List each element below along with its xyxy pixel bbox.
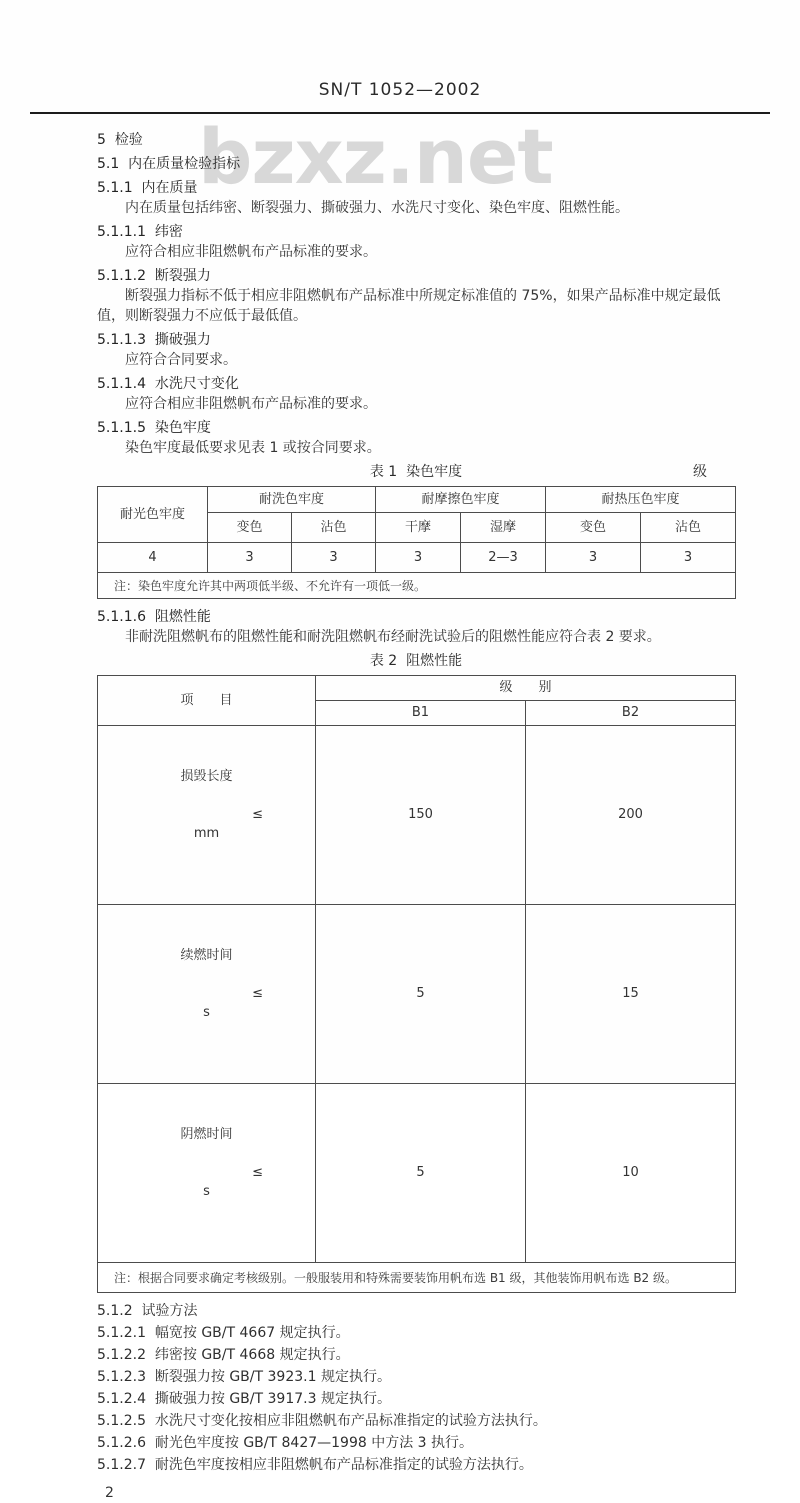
table-value-cell: 15 <box>526 905 736 1084</box>
paragraph: 内在质量包括纬密、断裂强力、撕破强力、水洗尺寸变化、染色牢度、阻燃性能。 <box>125 200 629 216</box>
table-header-cell: 变色 <box>208 513 292 543</box>
table-value-cell: 5 <box>316 905 526 1084</box>
table-header-cell: 变色 <box>546 513 641 543</box>
table-item-cell <box>98 1084 316 1263</box>
table-value-cell: 200 <box>526 726 736 905</box>
table-value-cell: 3 <box>546 543 641 573</box>
standard-code: SN/T 1052—2002 <box>318 80 482 100</box>
table-header-cell: 干摩 <box>376 513 461 543</box>
section-heading: 5.1.1.4 水洗尺寸变化 <box>97 376 239 392</box>
table-value-cell: 3 <box>208 543 292 573</box>
table-header-cell: B2 <box>526 701 736 726</box>
method-item: 5.1.2.2 纬密按 GB/T 4668 规定执行。 <box>97 1347 350 1363</box>
item-unit: mm <box>193 826 220 841</box>
method-item: 5.1.2.3 断裂强力按 GB/T 3923.1 规定执行。 <box>97 1369 391 1385</box>
table-header-cell: 耐光色牢度 <box>98 487 208 543</box>
table-header-cell: 级 别 <box>316 676 736 701</box>
table-value-cell: 150 <box>316 726 526 905</box>
table2-caption: 表 2 阻燃性能 <box>369 653 463 669</box>
method-item: 5.1.2.7 耐洗色牢度按相应非阻燃帆布产品标准指定的试验方法执行。 <box>97 1457 533 1473</box>
item-unit: s <box>203 1184 210 1199</box>
less-equal-symbol: ≤ <box>252 807 263 822</box>
item-unit: s <box>203 1005 210 1020</box>
paragraph: 断裂强力指标不低于相应非阻燃帆布产品标准中所规定标准值的 75%，如果产品标准中规定最低值，则断裂强力不应低于最低值。 <box>97 288 721 324</box>
section-heading: 5.1.1.6 阻燃性能 <box>97 609 211 625</box>
table-note: 注：染色牢度允许其中两项低半级、不允许有一项低一级。 <box>98 573 736 599</box>
table-item-cell <box>98 726 316 905</box>
table-value-cell: 3 <box>292 543 376 573</box>
section-heading: 5.1 内在质量检验指标 <box>97 156 241 172</box>
paragraph: 应符合合同要求。 <box>125 352 237 368</box>
section-heading: 5.1.2 试验方法 <box>97 1303 198 1319</box>
table-header-cell: 项 目 <box>98 676 316 726</box>
section-heading: 5.1.1 内在质量 <box>97 180 198 196</box>
item-name: 续燃时间 <box>180 948 233 963</box>
table-value-cell: 2—3 <box>461 543 546 573</box>
table1-caption: 表 1 染色牢度 <box>369 464 463 480</box>
table-value-cell: 3 <box>641 543 736 573</box>
less-equal-symbol: ≤ <box>252 1165 263 1180</box>
table1-caption-row <box>97 462 735 482</box>
table-header-cell: 湿摩 <box>461 513 546 543</box>
table-value-cell: 5 <box>316 1084 526 1263</box>
table-value-cell: 3 <box>376 543 461 573</box>
method-item: 5.1.2.6 耐光色牢度按 GB/T 8427—1998 中方法 3 执行。 <box>97 1435 474 1451</box>
method-item: 5.1.2.1 幅宽按 GB/T 4667 规定执行。 <box>97 1325 350 1341</box>
section-heading: 5.1.1.3 撕破强力 <box>97 332 211 348</box>
paragraph: 应符合相应非阻燃帆布产品标准的要求。 <box>125 244 377 260</box>
table-header-cell: B1 <box>316 701 526 726</box>
paragraph: 染色牢度最低要求见表 1 或按合同要求。 <box>125 440 381 456</box>
table1-unit-label: 级 <box>693 464 707 480</box>
dye-fastness-table <box>97 486 736 599</box>
table-header-cell: 耐洗色牢度 <box>208 487 376 513</box>
paragraph: 应符合相应非阻燃帆布产品标准的要求。 <box>125 396 377 412</box>
table-header-cell: 沾色 <box>292 513 376 543</box>
method-item: 5.1.2.4 撕破强力按 GB/T 3917.3 规定执行。 <box>97 1391 391 1407</box>
table-header-cell: 耐摩擦色牢度 <box>376 487 546 513</box>
item-name: 损毁长度 <box>180 769 233 784</box>
table-header-cell: 沾色 <box>641 513 736 543</box>
section-heading: 5.1.1.5 染色牢度 <box>97 420 211 436</box>
section-heading: 5.1.1.2 断裂强力 <box>97 268 211 284</box>
method-item: 5.1.2.5 水洗尺寸变化按相应非阻燃帆布产品标准指定的试验方法执行。 <box>97 1413 547 1429</box>
paragraph: 非耐洗阻燃帆布的阻燃性能和耐洗阻燃帆布经耐洗试验后的阻燃性能应符合表 2 要求。 <box>125 629 661 645</box>
flame-retardancy-table <box>97 675 736 1293</box>
table-item-cell <box>98 905 316 1084</box>
less-equal-symbol: ≤ <box>252 986 263 1001</box>
section-heading: 5 检验 <box>97 132 143 148</box>
table-value-cell: 10 <box>526 1084 736 1263</box>
table-value-cell: 4 <box>98 543 208 573</box>
table2-caption-row <box>97 651 735 671</box>
table-note: 注：根据合同要求确定考核级别。一般服装用和特殊需要装饰用帆布选 B1 级，其他装饰用帆布选 B2 级。 <box>98 1263 736 1293</box>
item-name: 阴燃时间 <box>180 1127 233 1142</box>
document-content <box>97 126 747 1503</box>
watermark-text: bzxz.net <box>198 112 553 201</box>
section-heading: 5.1.1.1 纬密 <box>97 224 183 240</box>
page-number: 2 <box>105 1485 114 1501</box>
table-header-cell: 耐热压色牢度 <box>546 487 736 513</box>
